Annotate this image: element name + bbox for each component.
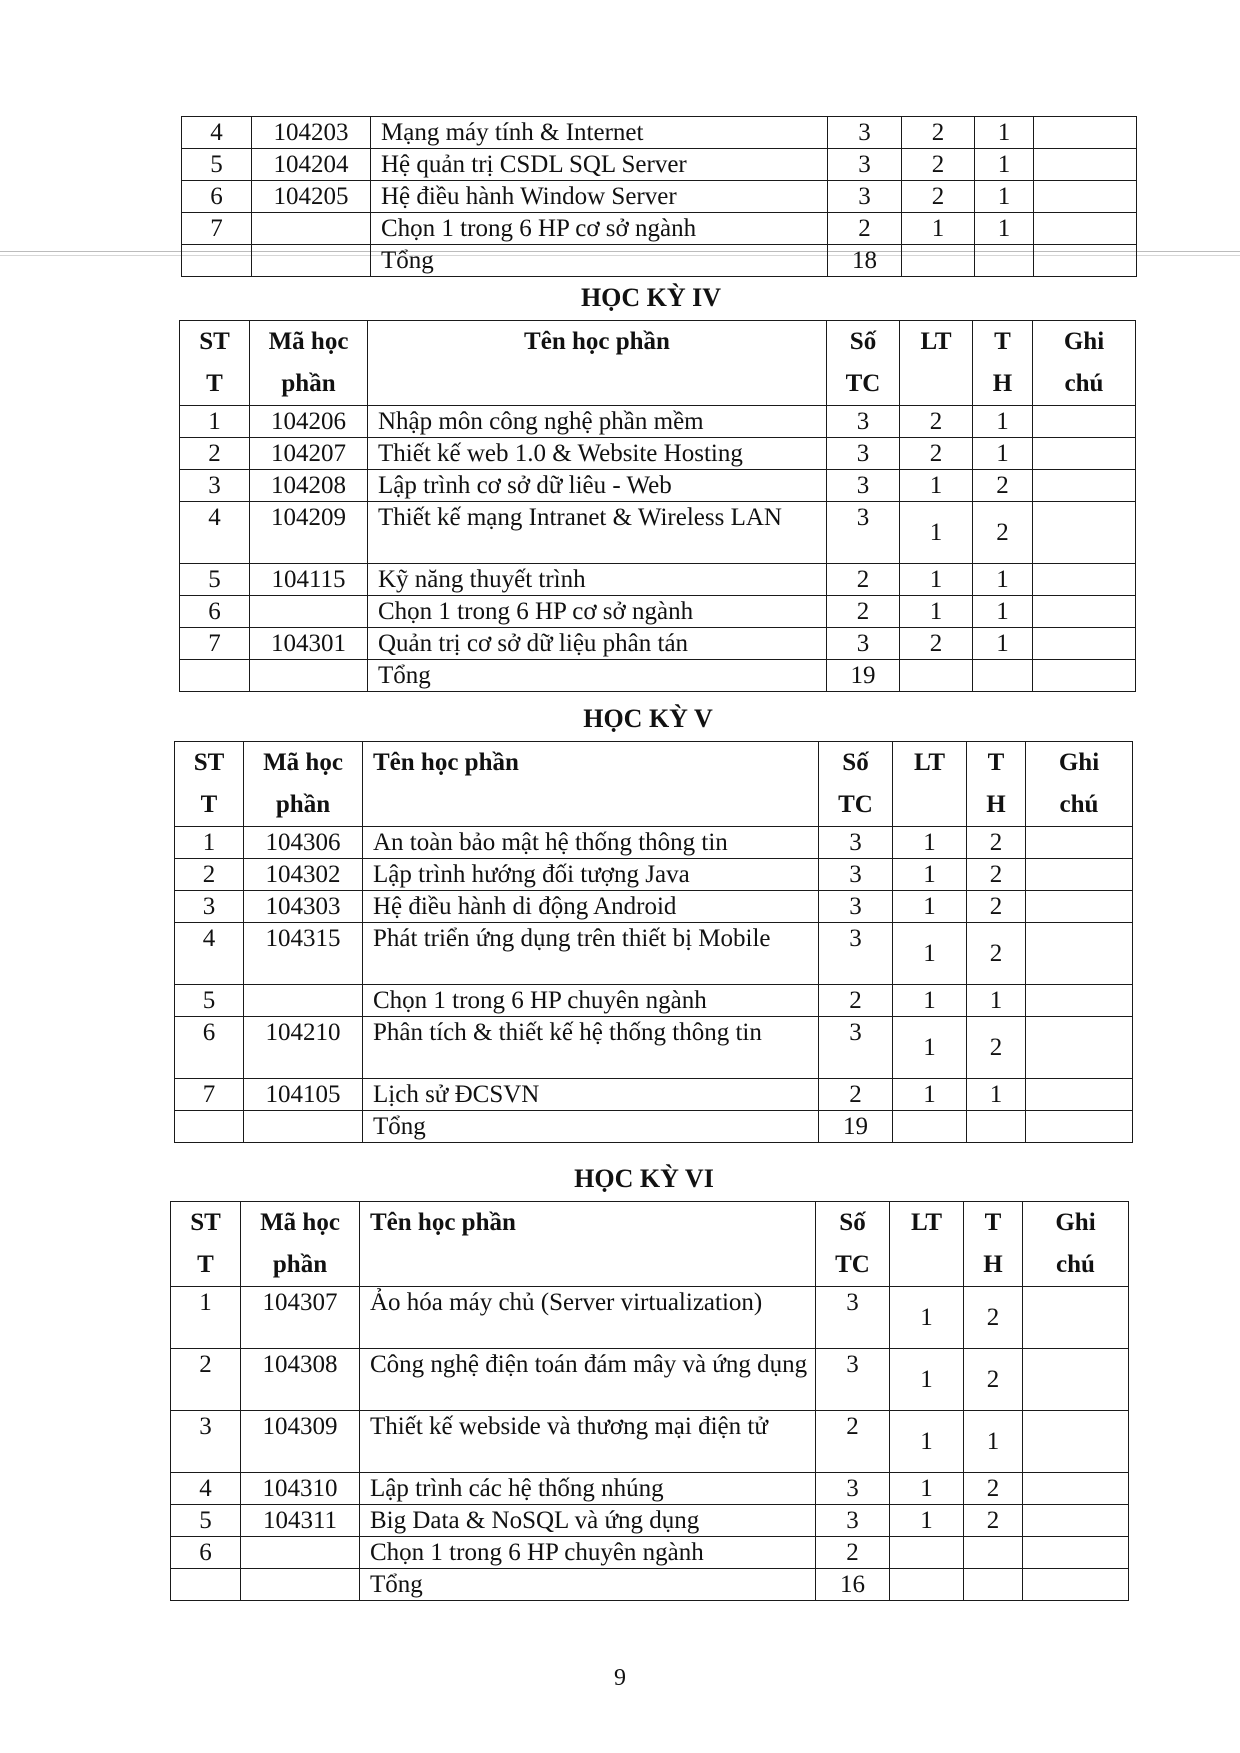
table-row	[175, 1017, 1133, 1079]
table-row	[182, 213, 1137, 245]
cell-credits: 3	[827, 406, 900, 438]
cell-theory	[900, 660, 973, 692]
cell-theory: 1	[890, 1473, 964, 1505]
cell-course-name: An toàn bảo mật hệ thống thông tin	[363, 827, 819, 859]
cell-credits: 3	[819, 859, 893, 891]
cell-course-name: Tổng	[371, 245, 828, 277]
cell-credits: 2	[828, 213, 902, 245]
cell-stt: 4	[171, 1473, 241, 1505]
cell-note	[1033, 470, 1136, 502]
cell-note	[1034, 245, 1137, 277]
cell-practice: 2	[964, 1287, 1023, 1349]
cell-note	[1026, 985, 1133, 1017]
cell-credits: 18	[828, 245, 902, 277]
cell-course-name: Thiết kế mạng Intranet & Wireless LAN	[368, 502, 827, 564]
cell-credits: 3	[827, 628, 900, 660]
header-tc: Số TC	[819, 742, 893, 827]
cell-practice: 1	[975, 181, 1034, 213]
table-row	[171, 1349, 1129, 1411]
cell-stt: 1	[180, 406, 250, 438]
cell-code: 104204	[252, 149, 371, 181]
cell-note	[1023, 1569, 1129, 1601]
cell-course-name: Kỹ năng thuyết trình	[368, 564, 827, 596]
course-table-semester-3-continued	[181, 116, 1137, 277]
cell-practice: 2	[967, 859, 1026, 891]
cell-stt: 3	[180, 470, 250, 502]
cell-code	[250, 660, 368, 692]
cell-course-name: Chọn 1 trong 6 HP chuyên ngành	[360, 1537, 816, 1569]
cell-note	[1033, 628, 1136, 660]
cell-note	[1033, 564, 1136, 596]
table-row	[182, 117, 1137, 149]
cell-code	[241, 1569, 360, 1601]
total-row	[175, 1111, 1133, 1143]
cell-stt: 5	[175, 985, 244, 1017]
cell-code	[252, 245, 371, 277]
cell-stt	[182, 245, 252, 277]
cell-theory: 1	[890, 1349, 964, 1411]
cell-practice	[973, 660, 1033, 692]
cell-practice: 1	[967, 1079, 1026, 1111]
cell-code: 104203	[252, 117, 371, 149]
header-note: Ghi chú	[1023, 1202, 1129, 1287]
cell-stt: 6	[171, 1537, 241, 1569]
cell-credits: 2	[819, 985, 893, 1017]
cell-stt: 5	[180, 564, 250, 596]
cell-note	[1034, 117, 1137, 149]
cell-code	[252, 213, 371, 245]
cell-theory: 1	[890, 1287, 964, 1349]
cell-course-name: Hệ điều hành Window Server	[371, 181, 828, 213]
cell-note	[1034, 213, 1137, 245]
cell-course-name: Chọn 1 trong 6 HP cơ sở ngành	[368, 596, 827, 628]
cell-credits: 16	[816, 1569, 890, 1601]
cell-practice: 2	[967, 891, 1026, 923]
header-name: Tên học phần	[360, 1202, 816, 1287]
cell-practice: 2	[967, 923, 1026, 985]
table-row	[171, 1287, 1129, 1349]
cell-course-name: Chọn 1 trong 6 HP cơ sở ngành	[371, 213, 828, 245]
cell-theory: 1	[890, 1505, 964, 1537]
table-row	[180, 470, 1136, 502]
cell-credits: 19	[827, 660, 900, 692]
cell-credits: 2	[819, 1079, 893, 1111]
cell-theory: 2	[900, 438, 973, 470]
cell-note	[1023, 1287, 1129, 1349]
cell-code	[244, 985, 363, 1017]
cell-code: 104207	[250, 438, 368, 470]
table-row	[180, 438, 1136, 470]
cell-code: 104306	[244, 827, 363, 859]
cell-theory: 1	[900, 502, 973, 564]
cell-stt: 6	[182, 181, 252, 213]
total-row	[182, 245, 1137, 277]
cell-note	[1034, 149, 1137, 181]
cell-course-name: Lập trình cơ sở dữ liêu - Web	[368, 470, 827, 502]
table-row	[175, 859, 1133, 891]
cell-credits: 3	[828, 117, 902, 149]
header-stt: ST T	[175, 742, 244, 827]
page-number: 9	[614, 1665, 626, 1691]
cell-code: 104301	[250, 628, 368, 660]
table-row	[180, 502, 1136, 564]
header-lt: LT	[900, 321, 973, 406]
cell-practice	[975, 245, 1034, 277]
cell-note	[1026, 1079, 1133, 1111]
header-lt: LT	[890, 1202, 964, 1287]
header-tc: Số TC	[816, 1202, 890, 1287]
cell-theory: 2	[902, 181, 975, 213]
cell-theory: 1	[893, 1017, 967, 1079]
cell-stt: 7	[180, 628, 250, 660]
cell-theory: 2	[900, 628, 973, 660]
course-table-semester-5	[174, 741, 1133, 1143]
semester-5-title: HỌC KỲ V	[583, 704, 713, 733]
table-header-row	[171, 1202, 1129, 1287]
cell-credits: 2	[827, 564, 900, 596]
cell-practice: 1	[973, 564, 1033, 596]
cell-credits: 3	[819, 1017, 893, 1079]
table-row	[180, 628, 1136, 660]
cell-stt: 4	[175, 923, 244, 985]
table-row	[171, 1537, 1129, 1569]
cell-practice: 1	[975, 213, 1034, 245]
cell-practice: 2	[967, 827, 1026, 859]
cell-stt: 1	[171, 1287, 241, 1349]
cell-theory: 1	[893, 1079, 967, 1111]
cell-theory: 1	[902, 213, 975, 245]
cell-course-name: Ảo hóa máy chủ (Server virtualization)	[360, 1287, 816, 1349]
cell-theory: 1	[900, 470, 973, 502]
cell-note	[1033, 502, 1136, 564]
cell-credits: 3	[828, 181, 902, 213]
cell-note	[1023, 1537, 1129, 1569]
cell-stt: 4	[182, 117, 252, 149]
table-row	[175, 827, 1133, 859]
table-row	[175, 891, 1133, 923]
cell-credits: 3	[816, 1473, 890, 1505]
header-th: T H	[973, 321, 1033, 406]
cell-theory: 1	[893, 827, 967, 859]
cell-course-name: Quản trị cơ sở dữ liệu phân tán	[368, 628, 827, 660]
cell-note	[1026, 827, 1133, 859]
total-row	[180, 660, 1136, 692]
header-th: T H	[967, 742, 1026, 827]
cell-course-name: Big Data & NoSQL và ứng dụng	[360, 1505, 816, 1537]
cell-note	[1026, 1017, 1133, 1079]
cell-theory: 2	[902, 149, 975, 181]
cell-course-name: Chọn 1 trong 6 HP chuyên ngành	[363, 985, 819, 1017]
cell-code: 104205	[252, 181, 371, 213]
cell-code: 104115	[250, 564, 368, 596]
cell-note	[1023, 1473, 1129, 1505]
cell-code: 104315	[244, 923, 363, 985]
cell-practice	[967, 1111, 1026, 1143]
cell-practice: 1	[973, 438, 1033, 470]
cell-course-name: Lập trình các hệ thống nhúng	[360, 1473, 816, 1505]
cell-note	[1033, 406, 1136, 438]
cell-code: 104307	[241, 1287, 360, 1349]
cell-course-name: Hệ quản trị CSDL SQL Server	[371, 149, 828, 181]
table-row	[175, 985, 1133, 1017]
cell-practice: 1	[967, 985, 1026, 1017]
cell-practice: 1	[973, 596, 1033, 628]
cell-code: 104302	[244, 859, 363, 891]
cell-note	[1026, 923, 1133, 985]
cell-stt: 3	[171, 1411, 241, 1473]
cell-credits: 19	[819, 1111, 893, 1143]
cell-practice	[964, 1569, 1023, 1601]
cell-course-name: Thiết kế webside và thương mại điện tử	[360, 1411, 816, 1473]
cell-practice: 2	[973, 470, 1033, 502]
cell-practice: 2	[967, 1017, 1026, 1079]
cell-note	[1026, 859, 1133, 891]
cell-stt: 3	[175, 891, 244, 923]
cell-credits: 3	[819, 923, 893, 985]
cell-credits: 3	[819, 891, 893, 923]
table-header-row	[180, 321, 1136, 406]
cell-credits: 3	[816, 1349, 890, 1411]
cell-practice: 2	[964, 1349, 1023, 1411]
cell-course-name: Lịch sử ĐCSVN	[363, 1079, 819, 1111]
header-stt: ST T	[180, 321, 250, 406]
cell-theory: 1	[900, 564, 973, 596]
cell-stt: 2	[180, 438, 250, 470]
cell-practice: 1	[964, 1411, 1023, 1473]
course-table-semester-6	[170, 1201, 1129, 1601]
cell-practice: 2	[964, 1505, 1023, 1537]
cell-note	[1033, 438, 1136, 470]
cell-code: 104209	[250, 502, 368, 564]
cell-course-name: Phát triển ứng dụng trên thiết bị Mobile	[363, 923, 819, 985]
cell-credits: 3	[827, 502, 900, 564]
cell-course-name: Mạng máy tính & Internet	[371, 117, 828, 149]
course-table-semester-4	[179, 320, 1136, 692]
cell-stt	[180, 660, 250, 692]
table-row	[171, 1473, 1129, 1505]
table-row	[182, 149, 1137, 181]
cell-note	[1033, 596, 1136, 628]
cell-note	[1026, 891, 1133, 923]
semester-6-title: HỌC KỲ VI	[574, 1164, 714, 1193]
cell-stt: 1	[175, 827, 244, 859]
cell-code	[250, 596, 368, 628]
cell-stt: 2	[171, 1349, 241, 1411]
cell-code: 104105	[244, 1079, 363, 1111]
cell-code	[244, 1111, 363, 1143]
table-row	[182, 181, 1137, 213]
cell-theory: 1	[900, 596, 973, 628]
cell-theory	[890, 1537, 964, 1569]
header-name: Tên học phần	[368, 321, 827, 406]
header-lt: LT	[893, 742, 967, 827]
header-code: Mã học phần	[250, 321, 368, 406]
cell-code: 104206	[250, 406, 368, 438]
cell-theory: 1	[893, 859, 967, 891]
cell-stt	[175, 1111, 244, 1143]
cell-code: 104308	[241, 1349, 360, 1411]
cell-code: 104303	[244, 891, 363, 923]
cell-stt: 7	[182, 213, 252, 245]
cell-theory: 2	[900, 406, 973, 438]
header-name: Tên học phần	[363, 742, 819, 827]
cell-code: 104309	[241, 1411, 360, 1473]
cell-theory: 1	[890, 1411, 964, 1473]
cell-note	[1034, 181, 1137, 213]
cell-note	[1033, 660, 1136, 692]
cell-theory	[890, 1569, 964, 1601]
header-note: Ghi chú	[1033, 321, 1136, 406]
cell-theory: 1	[893, 891, 967, 923]
cell-course-name: Phân tích & thiết kế hệ thống thông tin	[363, 1017, 819, 1079]
cell-course-name: Tổng	[363, 1111, 819, 1143]
header-tc: Số TC	[827, 321, 900, 406]
cell-credits: 3	[819, 827, 893, 859]
cell-credits: 3	[827, 438, 900, 470]
cell-practice: 1	[975, 149, 1034, 181]
cell-code	[241, 1537, 360, 1569]
cell-practice: 1	[975, 117, 1034, 149]
header-stt: ST T	[171, 1202, 241, 1287]
cell-practice: 2	[973, 502, 1033, 564]
table-row	[175, 1079, 1133, 1111]
cell-note	[1023, 1505, 1129, 1537]
cell-stt: 6	[180, 596, 250, 628]
header-note: Ghi chú	[1026, 742, 1133, 827]
cell-theory	[902, 245, 975, 277]
table-row	[175, 923, 1133, 985]
header-th: T H	[964, 1202, 1023, 1287]
total-row	[171, 1569, 1129, 1601]
header-code: Mã học phần	[244, 742, 363, 827]
cell-theory: 2	[902, 117, 975, 149]
cell-credits: 3	[816, 1505, 890, 1537]
table-row	[171, 1411, 1129, 1473]
table-row	[180, 406, 1136, 438]
cell-credits: 2	[816, 1537, 890, 1569]
cell-course-name: Tổng	[360, 1569, 816, 1601]
cell-course-name: Lập trình hướng đối tượng Java	[363, 859, 819, 891]
cell-note	[1026, 1111, 1133, 1143]
cell-practice: 2	[964, 1473, 1023, 1505]
cell-theory: 1	[893, 923, 967, 985]
cell-stt: 5	[182, 149, 252, 181]
cell-credits: 2	[827, 596, 900, 628]
cell-stt: 7	[175, 1079, 244, 1111]
cell-course-name: Thiết kế web 1.0 & Website Hosting	[368, 438, 827, 470]
cell-note	[1023, 1349, 1129, 1411]
cell-practice	[964, 1537, 1023, 1569]
cell-practice: 1	[973, 406, 1033, 438]
cell-credits: 2	[816, 1411, 890, 1473]
semester-4-title: HỌC KỲ IV	[580, 283, 722, 312]
cell-credits: 3	[828, 149, 902, 181]
cell-stt: 5	[171, 1505, 241, 1537]
cell-stt: 2	[175, 859, 244, 891]
table-row	[180, 596, 1136, 628]
cell-stt: 6	[175, 1017, 244, 1079]
cell-course-name: Nhập môn công nghệ phần mềm	[368, 406, 827, 438]
table-row	[180, 564, 1136, 596]
cell-course-name: Hệ điều hành di động Android	[363, 891, 819, 923]
cell-practice: 1	[973, 628, 1033, 660]
cell-code: 104208	[250, 470, 368, 502]
cell-stt	[171, 1569, 241, 1601]
cell-theory: 1	[893, 985, 967, 1017]
cell-credits: 3	[827, 470, 900, 502]
table-row	[171, 1505, 1129, 1537]
cell-theory	[893, 1111, 967, 1143]
cell-course-name: Tổng	[368, 660, 827, 692]
cell-course-name: Công nghệ điện toán đám mây và ứng dụng	[360, 1349, 816, 1411]
table-header-row	[175, 742, 1133, 827]
header-code: Mã học phần	[241, 1202, 360, 1287]
cell-stt: 4	[180, 502, 250, 564]
cell-credits: 3	[816, 1287, 890, 1349]
cell-code: 104210	[244, 1017, 363, 1079]
cell-code: 104311	[241, 1505, 360, 1537]
cell-note	[1023, 1411, 1129, 1473]
cell-code: 104310	[241, 1473, 360, 1505]
